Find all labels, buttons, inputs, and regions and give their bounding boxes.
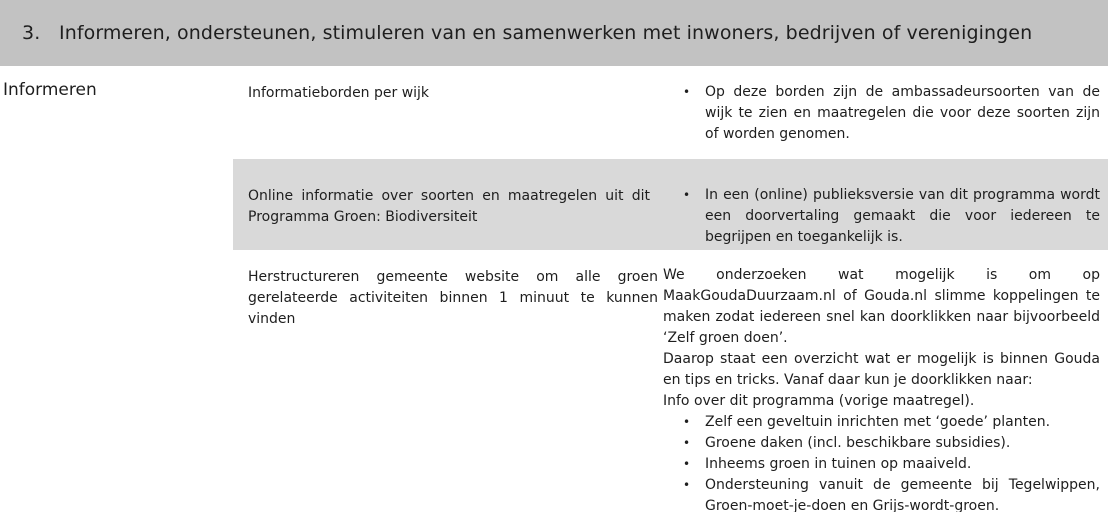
measure-text: Herstructureren gemeente website om alle groen gerelateerde activiteiten binnen 1 minuut te kunnen vinden — [248, 269, 658, 327]
bullet-icon: • — [683, 188, 691, 202]
measure-cell — [248, 267, 658, 330]
list-item — [663, 454, 1100, 475]
detail-cell — [663, 265, 1100, 512]
category-label: Informeren — [3, 80, 97, 100]
bullet-icon: • — [683, 457, 691, 471]
bullet-icon: • — [683, 436, 691, 450]
bullet-text: Ondersteuning vanuit de gemeente bij Tegelwippen, Groen-moet-je-doen en Grijs-wordt-groen. — [705, 477, 1100, 512]
section-title: Informeren, ondersteunen, stimuleren van en samenwerken met inwoners, bedrijven of verenigingen — [59, 22, 1033, 44]
paragraph: We onderzoeken wat mogelijk is om op MaakGoudaDuurzaam.nl of Gouda.nl slimme koppelingen te maken zodat iedereen snel kan doorklikken naar bijvoorbeeld ‘Zelf groen doen’. — [663, 267, 1100, 346]
bullet-text: Zelf een geveltuin inrichten met ‘goede’ planten. — [705, 414, 1051, 430]
paragraph: Info over dit programma (vorige maatregel). — [663, 393, 975, 409]
bullet-text: Op deze borden zijn de ambassadeursoorten van de wijk te zien en maatregelen die voor deze soorten zijn of worden genomen. — [705, 84, 1100, 142]
bullet-icon: • — [683, 85, 691, 99]
bullet-text: In een (online) publieksversie van dit programma wordt een doorvertaling gemaakt die voor iedereen te begrijpen en toegankelijk is. — [705, 187, 1100, 245]
measure-cell — [248, 83, 658, 104]
section-number: 3. — [22, 22, 41, 44]
measure-text: Online informatie over soorten en maatregelen uit dit Programma Groen: Biodiversiteit — [248, 188, 650, 225]
detail-cell — [663, 82, 1100, 145]
measure-text: Informatieborden per wijk — [248, 85, 430, 101]
list-item — [663, 412, 1100, 433]
bullet-icon: • — [683, 415, 691, 429]
list-item — [663, 185, 1100, 248]
bullet-icon: • — [683, 478, 691, 492]
list-item — [663, 82, 1100, 145]
list-item — [663, 433, 1100, 454]
section-header — [0, 0, 1108, 66]
list-item — [663, 475, 1100, 512]
detail-cell — [663, 185, 1100, 248]
bullet-text: Groene daken (incl. beschikbare subsidies). — [705, 435, 1011, 451]
paragraph: Daarop staat een overzicht wat er mogelijk is binnen Gouda en tips en tricks. Vanaf daar kun je doorklikken naar: — [663, 351, 1100, 388]
bullet-text: Inheems groen in tuinen op maaiveld. — [705, 456, 972, 472]
measure-cell — [248, 186, 650, 228]
